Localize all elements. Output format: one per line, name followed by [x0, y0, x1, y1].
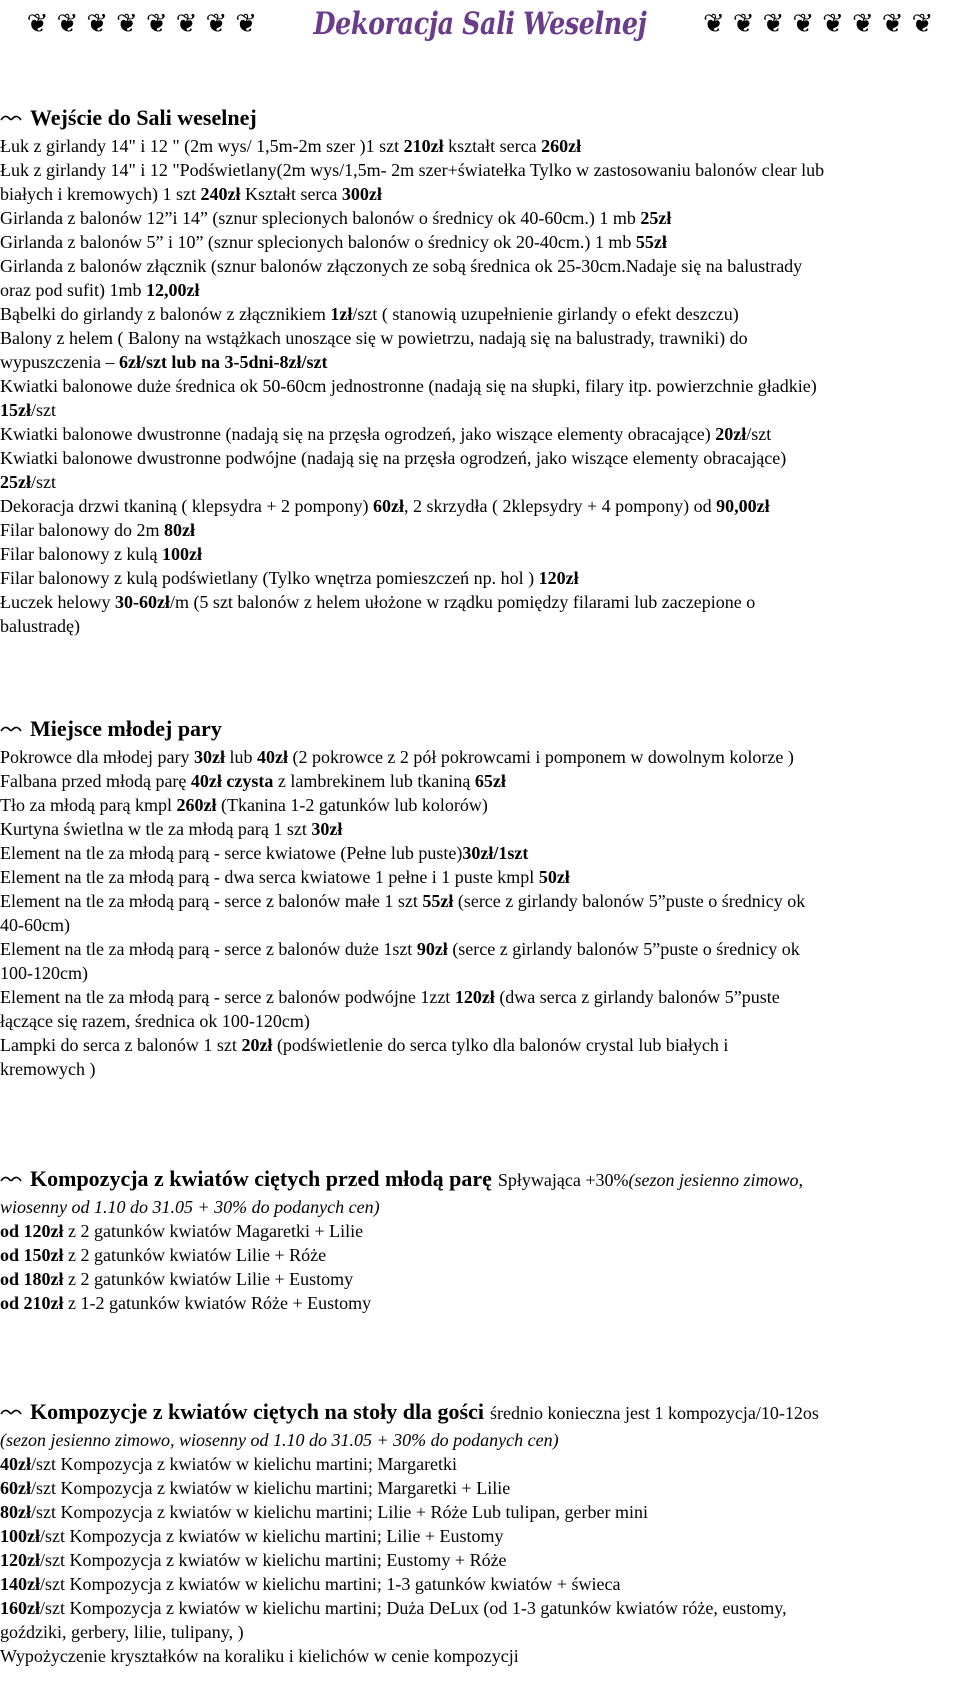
- season-note: wiosenny od 1.10 do 31.05 + 30% do podanych cen): [0, 1197, 380, 1217]
- price-line: [0, 278, 950, 302]
- price-line: [0, 302, 950, 326]
- line-text: /szt Kompozycja z kwiatów w kielichu martini; Margaretki: [31, 1454, 458, 1474]
- price-value: 30zł/1szt: [462, 843, 529, 863]
- price-value: 40zł czysta: [190, 771, 274, 791]
- ornament-bullet-icon: [0, 1400, 22, 1426]
- price-line: [0, 865, 950, 889]
- line-text: (dwa serca z girlandy balonów 5”puste: [494, 987, 780, 1007]
- section-heading-text: Wejście do Sali weselnej: [30, 105, 257, 130]
- line-text: balustradę): [0, 616, 80, 636]
- line-text: łączące się razem, średnica ok 100-120cm): [0, 1011, 310, 1031]
- line-text: (serce z girlandy balonów 5”puste o średnicy ok: [447, 939, 800, 959]
- line-text: Element na tle za młodą parą - serce z balonów podwójne 1zzt: [0, 987, 455, 1007]
- line-text: /szt Kompozycja z kwiatów w kielichu martini; Duża DeLux (od 1-3 gatunków kwiatów róże, eustomy,: [40, 1598, 787, 1618]
- price-line: [0, 590, 950, 614]
- price-value: 20zł: [241, 1035, 273, 1055]
- section-note: średnio konieczna jest 1 kompozycja/10-12os: [490, 1403, 819, 1423]
- section-couple: [0, 716, 950, 1081]
- price-value: od 150zł: [0, 1245, 64, 1265]
- price-value: 260zł: [541, 136, 582, 156]
- price-line: [0, 1291, 950, 1315]
- price-line: [0, 518, 950, 542]
- price-line: [0, 134, 950, 158]
- ornament-bullet-icon: [0, 717, 22, 743]
- price-line: [0, 817, 950, 841]
- section-heading-text: Miejsce młodej pary: [30, 716, 222, 741]
- line-text: Dekoracja drzwi tkaniną ( klepsydra + 2 pompony): [0, 496, 374, 516]
- price-line: [0, 913, 950, 937]
- price-value: 60zł: [373, 496, 405, 516]
- line-text: Element na tle za młodą parą - dwa serca kwiatowe 1 pełne i 1 puste kmpl: [0, 867, 539, 887]
- page-title: Dekoracja Sali Weselnej: [313, 6, 647, 42]
- line-text: białych i kremowych) 1 szt: [0, 184, 201, 204]
- price-line: [0, 1644, 950, 1668]
- section-note: [498, 1167, 803, 1193]
- spacer: [0, 1111, 950, 1166]
- fleuron-icon: ❦: [235, 9, 258, 39]
- fleuron-icon: ❦: [116, 9, 138, 39]
- line-text: Kształt serca: [240, 184, 342, 204]
- line-text: Kwiatki balonowe duże średnica ok 50-60cm jednostronne (nadają się na słupki, filary itp. powierzchnie gładkie): [0, 376, 817, 396]
- price-line: [0, 566, 950, 590]
- ornament-bullet-icon: [0, 106, 22, 132]
- ornament-bullet-icon: [0, 113, 22, 123]
- line-text: z 2 gatunków kwiatów Lilie + Róże: [63, 1245, 327, 1265]
- price-value: 65zł: [474, 771, 506, 791]
- ornament-bullet-icon: [0, 1167, 22, 1193]
- line-text: Pokrowce dla młodej pary: [0, 747, 194, 767]
- section-heading: [0, 105, 950, 134]
- price-value: 90,00zł: [716, 496, 770, 516]
- price-line: [0, 1219, 950, 1243]
- line-text: Łuk z girlandy 14" i 12 " (2m wys/ 1,5m-2m szer )1 szt: [0, 136, 404, 156]
- line-text: /m (5 szt balonów z helem ułożone w rządku pomiędzy filarami lub zaczepione o: [169, 592, 756, 612]
- price-value: 120zł: [454, 987, 495, 1007]
- note-plain: Spływająca +30%: [497, 1170, 629, 1190]
- price-value: 12,00zł: [145, 280, 200, 300]
- fleuron-icon: ❦: [851, 9, 874, 39]
- line-text: Girlanda z balonów 5” i 10” (sznur splecionych balonów o średnicy ok 20-40cm.) 1 mb: [0, 232, 636, 252]
- line-text: kształt serca: [443, 136, 542, 156]
- price-line: [0, 961, 950, 985]
- price-value: 260zł: [176, 795, 217, 815]
- price-value: 80zł: [0, 1502, 31, 1522]
- line-text: Element na tle za młodą parą - serce kwiatowe (Pełne lub puste): [0, 843, 463, 863]
- price-line: [0, 230, 950, 254]
- price-value: 140zł: [0, 1574, 40, 1594]
- ornament-bullet-icon: [0, 1174, 22, 1184]
- price-value: 300zł: [341, 184, 382, 204]
- line-text: Kwiatki balonowe dwustronne podwójne (nadają się na przęsła ogrodzeń, jako wiszące elementy obracające): [0, 448, 787, 468]
- price-lines: [0, 745, 950, 1081]
- price-value: 25zł: [0, 472, 31, 492]
- line-text: (podświetlenie do serca tylko dla balonów crystal lub białych i: [272, 1035, 729, 1055]
- price-line: [0, 841, 950, 865]
- section-heading: [0, 1166, 950, 1195]
- line-text: Filar balonowy do 2m: [0, 520, 164, 540]
- line-text: Łuczek helowy: [0, 592, 115, 612]
- price-line: [0, 1524, 950, 1548]
- line-text: , 2 skrzydła ( 2klepsydry + 4 pompony) od: [404, 496, 717, 516]
- line-text: /szt: [746, 424, 772, 444]
- line-text: /szt Kompozycja z kwiatów w kielichu martini; Lilie + Róże Lub tulipan, gerber mini: [31, 1502, 648, 1522]
- line-text: Kwiatki balonowe dwustronne (nadają się na przęsła ogrodzeń, jako wiszące elementy obracające): [0, 424, 716, 444]
- price-value: 40zł: [256, 747, 288, 767]
- price-line: [0, 158, 950, 182]
- price-line: [0, 542, 950, 566]
- price-value: 30-60zł: [114, 592, 170, 612]
- fleuron-icon: ❦: [822, 9, 844, 39]
- price-line: [0, 614, 950, 638]
- price-line: [0, 1572, 950, 1596]
- price-line: [0, 206, 950, 230]
- line-text: Tło za młodą parą kmpl: [0, 795, 177, 815]
- price-line: [0, 326, 950, 350]
- price-lines: [0, 134, 950, 638]
- section-heading: [0, 1399, 950, 1428]
- fleuron-icon: ❦: [881, 9, 904, 39]
- line-text: /szt Kompozycja z kwiatów w kielichu martini; 1-3 gatunków kwiatów + świeca: [40, 1574, 621, 1594]
- line-text: /szt Kompozycja z kwiatów w kielichu martini; Margaretki + Lilie: [31, 1478, 511, 1498]
- line-text: /szt Kompozycja z kwiatów w kielichu martini; Eustomy + Róże: [40, 1550, 507, 1570]
- price-value: 100zł: [0, 1526, 40, 1546]
- price-line: [0, 1548, 950, 1572]
- price-value: 15zł: [0, 400, 31, 420]
- line-text: /szt ( stanowią uzupełnienie girlandy o efekt deszczu): [352, 304, 739, 324]
- price-line: [0, 1620, 950, 1644]
- section-cut-flowers-tables: [0, 1399, 950, 1668]
- ornament-row-right: [699, 11, 937, 37]
- fleuron-icon: ❦: [56, 9, 79, 39]
- price-value: 6zł/szt lub na 3-5dni-8zł/szt: [118, 352, 328, 372]
- price-value: od 120zł: [0, 1221, 64, 1241]
- line-text: oraz pod sufit) 1mb: [0, 280, 146, 300]
- section-cut-flowers-couple: [0, 1166, 950, 1315]
- price-line: [0, 1243, 950, 1267]
- price-value: 55zł: [422, 891, 454, 911]
- fleuron-icon: ❦: [205, 9, 228, 39]
- line-text: Bąbelki do girlandy z balonów z złącznikiem: [0, 304, 331, 324]
- section-heading: [0, 716, 950, 745]
- fleuron-icon: ❦: [911, 9, 934, 39]
- line-text: Lampki do serca z balonów 1 szt: [0, 1035, 242, 1055]
- price-line: [0, 793, 950, 817]
- line-text: Wypożyczenie kryształków na koraliku i kielichów w cenie kompozycji: [0, 1646, 519, 1666]
- line-text: Filar balonowy z kulą podświetlany (Tylko wnętrza pomieszczeń np. hol ): [0, 568, 539, 588]
- price-value: 120zł: [538, 568, 579, 588]
- line-text: (Tkanina 1-2 gatunków lub kolorów): [216, 795, 488, 815]
- line-text: lub: [224, 747, 257, 767]
- price-line: [0, 182, 950, 206]
- note-italic: (sezon jesienno zimowo,: [628, 1170, 804, 1190]
- line-text: Element na tle za młodą parą - serce z balonów duże 1szt: [0, 939, 417, 959]
- line-text: Filar balonowy z kulą: [0, 544, 162, 564]
- price-value: 210zł: [403, 136, 444, 156]
- fleuron-icon: ❦: [732, 9, 755, 39]
- price-value: 160zł: [0, 1598, 40, 1618]
- price-line: [0, 1033, 950, 1057]
- price-value: 60zł: [0, 1478, 31, 1498]
- price-value: 240zł: [200, 184, 241, 204]
- line-text: z 2 gatunków kwiatów Lilie + Eustomy: [63, 1269, 354, 1289]
- price-line: [0, 1057, 950, 1081]
- line-text: /szt: [31, 400, 56, 420]
- fleuron-icon: ❦: [145, 9, 168, 39]
- line-text: Kurtyna świetlna w tle za młodą parą 1 szt: [0, 819, 312, 839]
- price-value: 20zł: [715, 424, 747, 444]
- line-text: z 1-2 gatunków kwiatów Róże + Eustomy: [63, 1293, 372, 1313]
- fleuron-icon: ❦: [792, 9, 815, 39]
- ornament-bullet-icon: [0, 724, 22, 734]
- price-line: [0, 1500, 950, 1524]
- page-banner: [0, 0, 960, 48]
- line-text: Element na tle za młodą parą - serce z balonów małe 1 szt: [0, 891, 423, 911]
- spacer: [0, 1345, 950, 1399]
- price-value: 50zł: [538, 867, 570, 887]
- price-line: [0, 769, 950, 793]
- line-text: z lambrekinem lub tkaniną: [273, 771, 475, 791]
- line-text: Balony z helem ( Balony na wstążkach unoszące się w powietrzu, nadają się na balustrady, trawniki) do: [0, 328, 748, 348]
- price-value: 100zł: [161, 544, 202, 564]
- price-lines: [0, 1219, 950, 1315]
- price-line: [0, 889, 950, 913]
- line-text: (2 pokrowce z 2 pół pokrowcami i pomponem w dowolnym kolorze ): [287, 747, 794, 767]
- line-text: 100-120cm): [0, 963, 88, 983]
- price-value: 80zł: [164, 520, 195, 540]
- fleuron-icon: ❦: [86, 9, 109, 39]
- line-text: wypuszczenia –: [0, 352, 119, 372]
- price-value: 30zł: [311, 819, 343, 839]
- season-note: (sezon jesienno zimowo, wiosenny od 1.10 do 31.05 + 30% do podanych cen): [0, 1430, 559, 1450]
- price-value: od 180zł: [0, 1269, 64, 1289]
- line-text: goździki, gerbery, lilie, tulipany, ): [0, 1622, 244, 1642]
- line-text: Falbana przed młodą parę: [0, 771, 191, 791]
- price-line: [0, 374, 950, 398]
- document-body: [0, 105, 950, 1698]
- ornament-bullet-icon: [0, 1407, 22, 1417]
- price-line: [0, 470, 950, 494]
- price-value: 90zł: [416, 939, 448, 959]
- price-line: [0, 1476, 950, 1500]
- price-line: [0, 937, 950, 961]
- line-text: Girlanda z balonów złącznik (sznur balonów złączonych ze sobą średnica ok 25-30cm.Nadaje się na balustrady: [0, 256, 803, 276]
- price-line: [0, 446, 950, 470]
- line-text: Łuk z girlandy 14" i 12 "Podświetlany(2m wys/1,5m- 2m szer+światełka Tylko w zastosowaniu balonów clear lub: [0, 160, 825, 180]
- line-text: 40-60cm): [0, 915, 70, 935]
- price-line: [0, 254, 950, 278]
- price-value: 30zł: [193, 747, 225, 767]
- line-text: (serce z girlandy balonów 5”puste o średnicy ok: [453, 891, 806, 911]
- line-text: /szt Kompozycja z kwiatów w kielichu martini; Lilie + Eustomy: [40, 1526, 504, 1546]
- fleuron-icon: ❦: [175, 9, 198, 39]
- ornament-row-left: [23, 11, 261, 37]
- fleuron-icon: ❦: [26, 9, 49, 39]
- line-text: kremowych ): [0, 1059, 96, 1079]
- fleuron-icon: ❦: [762, 9, 785, 39]
- price-line: [0, 1596, 950, 1620]
- price-line: [0, 1267, 950, 1291]
- price-value: od 210zł: [0, 1293, 64, 1313]
- price-value: 25zł: [640, 208, 672, 228]
- price-line: [0, 422, 950, 446]
- fleuron-icon: ❦: [702, 9, 725, 39]
- price-value: 40zł: [0, 1454, 31, 1474]
- price-line: [0, 745, 950, 769]
- section-heading-text: Kompozycje z kwiatów ciętych na stoły dla gości: [30, 1399, 484, 1424]
- price-line: [0, 398, 950, 422]
- price-value: 120zł: [0, 1550, 40, 1570]
- price-lines: [0, 1452, 950, 1668]
- price-value: 55zł: [635, 232, 667, 252]
- price-line: [0, 985, 950, 1009]
- line-text: z 2 gatunków kwiatów Magaretki + Lilie: [63, 1221, 364, 1241]
- price-value: 1zł: [330, 304, 353, 324]
- line-text: Girlanda z balonów 12”i 14” (sznur splecionych balonów o średnicy ok 40-60cm.) 1 mb: [0, 208, 641, 228]
- section-heading-text: Kompozycja z kwiatów ciętych przed młodą parę: [30, 1166, 492, 1191]
- line-text: /szt: [31, 472, 56, 492]
- price-line: [0, 1452, 950, 1476]
- price-line: [0, 350, 950, 374]
- spacer: [0, 668, 950, 716]
- price-line: [0, 1009, 950, 1033]
- section-entrance: [0, 105, 950, 638]
- price-line: [0, 494, 950, 518]
